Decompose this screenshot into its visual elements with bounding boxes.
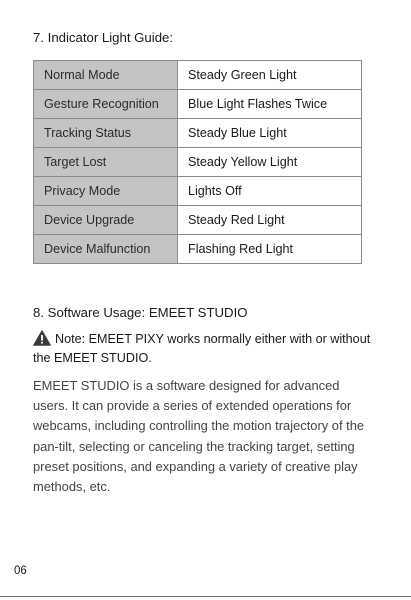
mode-cell: Normal Mode [34,61,178,90]
mode-cell: Device Malfunction [34,235,178,264]
mode-cell: Device Upgrade [34,206,178,235]
table-row [34,90,362,119]
body-paragraph: EMEET STUDIO is a software designed for advanced users. It can provide a series of extended operations for webcams, including controlling the motion trajectory of the pan-tilt, selecting or canceling the tracking target, setting preset positions, and expanding a variety of creative play methods, etc. [33,378,365,495]
table-row [34,119,362,148]
light-cell: Flashing Red Light [178,235,362,264]
note [33,330,373,368]
table-row [34,177,362,206]
footer-rule [0,596,411,597]
mode-cell: Target Lost [34,148,178,177]
indicator-light-table [33,60,362,264]
light-cell: Steady Yellow Light [178,148,362,177]
table-row [34,206,362,235]
mode-cell: Gesture Recognition [34,90,178,119]
note-text: Note: EMEET PIXY works normally either with or without the EMEET STUDIO. [33,332,371,365]
page-number: 06 [14,565,27,577]
light-cell: Steady Green Light [178,61,362,90]
table-row [34,235,362,264]
section-8-title: 8. Software Usage: EMEET STUDIO [33,305,248,320]
light-cell: Steady Red Light [178,206,362,235]
section-7-title: 7. Indicator Light Guide: [33,30,174,45]
light-cell: Steady Blue Light [178,119,362,148]
light-cell: Blue Light Flashes Twice [178,90,362,119]
mode-cell: Tracking Status [34,119,178,148]
warning-icon [33,330,51,346]
table-row [34,61,362,90]
table-row [34,148,362,177]
light-cell: Lights Off [178,177,362,206]
mode-cell: Privacy Mode [34,177,178,206]
